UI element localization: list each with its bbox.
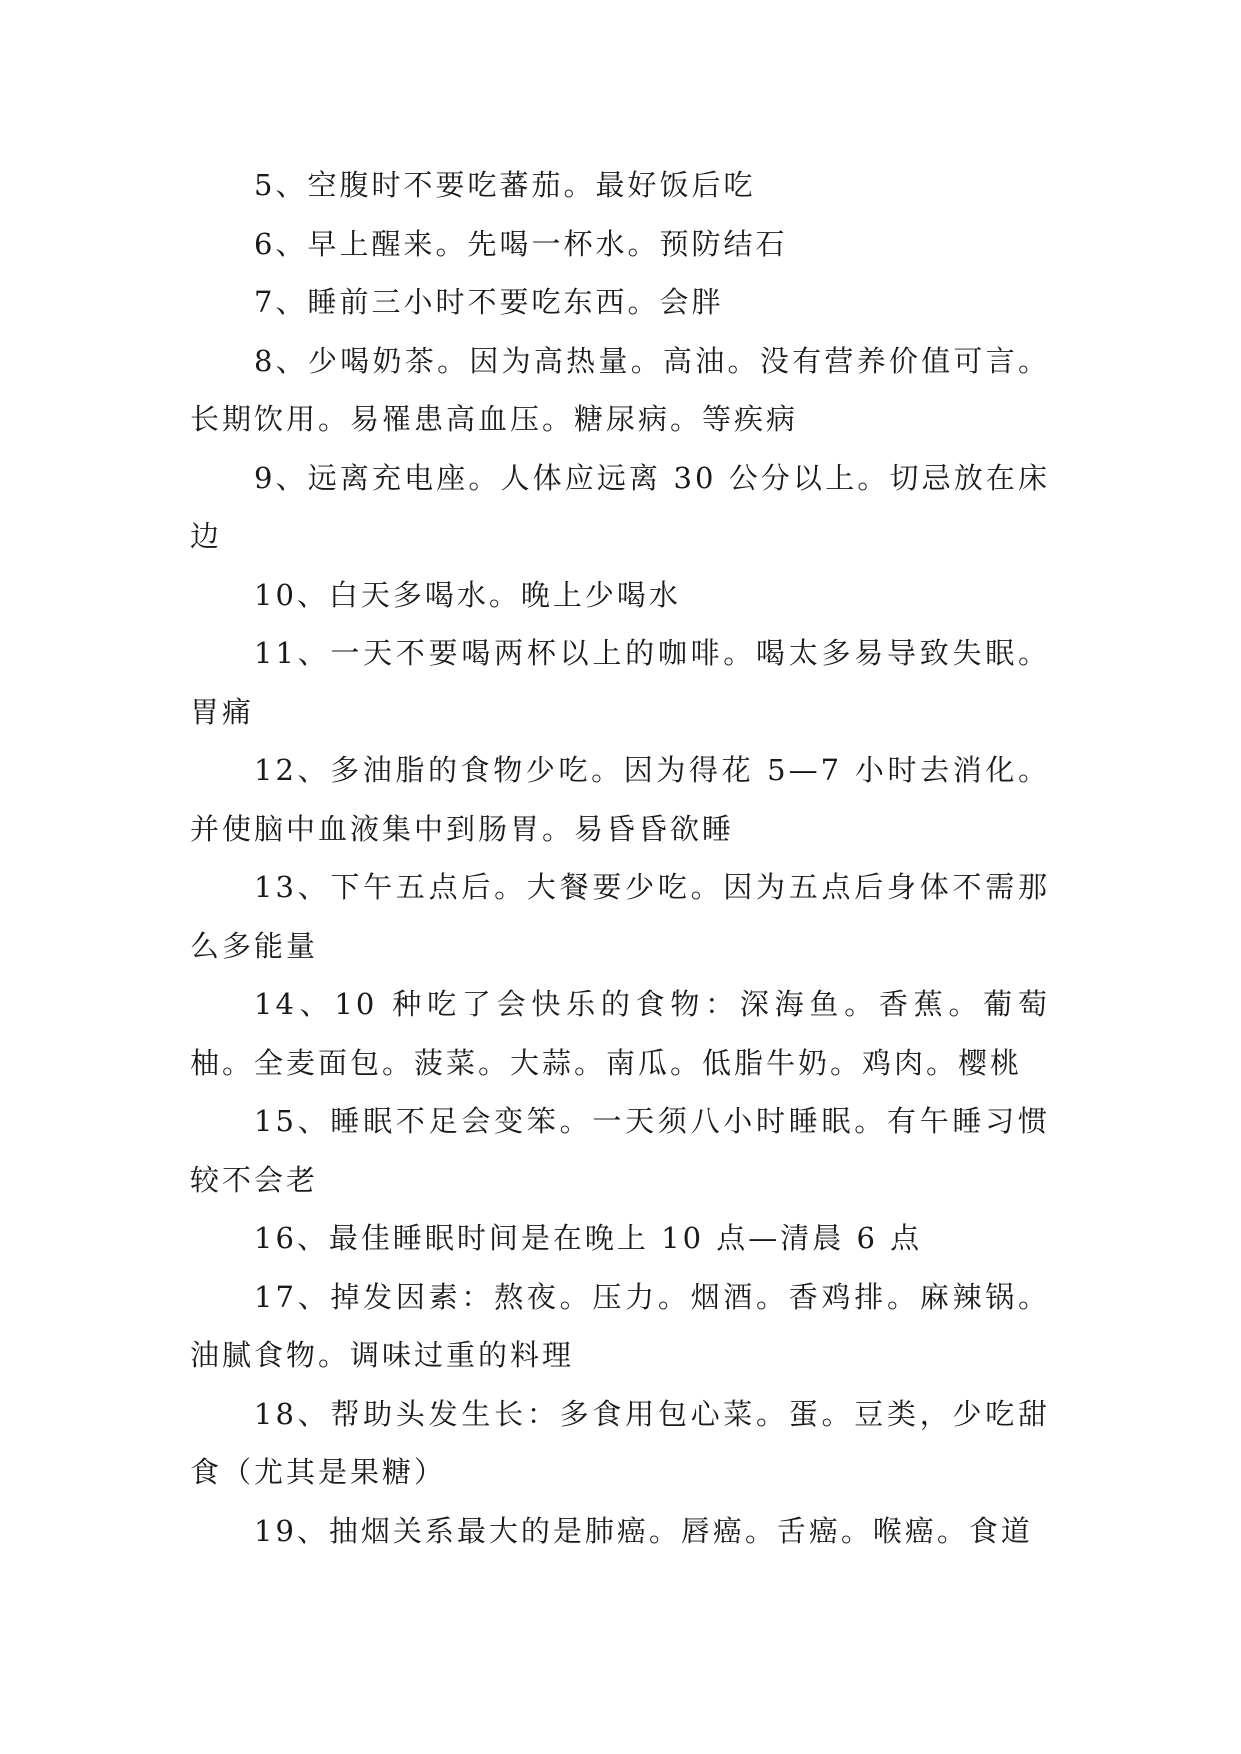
paragraph-tip-11: 11、一天不要喝两杯以上的咖啡。喝太多易导致失眠。胃痛: [190, 636, 1050, 729]
paragraph-tip-19: 19、抽烟关系最大的是肺癌。唇癌。舌癌。喉癌。食道: [254, 1513, 1033, 1548]
paragraph-tip-14: 14、10 种吃了会快乐的食物：深海鱼。香蕉。葡萄柚。全麦面包。菠菜。大蒜。南瓜。低脂牛奶。鸡肉。樱桃: [190, 987, 1050, 1080]
paragraph-tip-12: 12、多油脂的食物少吃。因为得花 5—7 小时去消化。并使脑中血液集中到肠胃。易昏昏欲睡: [190, 753, 1050, 846]
paragraph-tip-5: 5、空腹时不要吃蕃茄。最好饭后吃: [254, 168, 756, 202]
document-body: [190, 156, 1050, 1560]
paragraph-tip-17: 17、掉发因素：熬夜。压力。烟酒。香鸡排。麻辣锅。油腻食物。调味过重的料理: [190, 1279, 1050, 1372]
paragraph-tip-6: 6、早上醒来。先喝一杯水。预防结石: [254, 226, 788, 261]
paragraph-tip-7: 7、睡前三小时不要吃东西。会胖: [254, 285, 724, 319]
paragraph-tip-9: 9、远离充电座。人体应远离 30 公分以上。切忌放在床边: [190, 460, 1050, 553]
paragraph-tip-15: 15、睡眠不足会变笨。一天须八小时睡眠。有午睡习惯较不会老: [190, 1104, 1050, 1197]
paragraph-tip-13: 13、下午五点后。大餐要少吃。因为五点后身体不需那么多能量: [190, 870, 1050, 963]
paragraph-tip-18: 18、帮助头发生长：多食用包心菜。蛋。豆类，少吃甜食（尤其是果糖）: [190, 1396, 1050, 1489]
paragraph-tip-10: 10、白天多喝水。晚上少喝水: [254, 577, 681, 612]
paragraph-tip-16: 16、最佳睡眠时间是在晚上 10 点—清晨 6 点: [254, 1221, 923, 1255]
paragraph-tip-8: 8、少喝奶茶。因为高热量。高油。没有营养价值可言。长期饮用。易罹患高血压。糖尿病。等疾病: [190, 343, 1050, 436]
